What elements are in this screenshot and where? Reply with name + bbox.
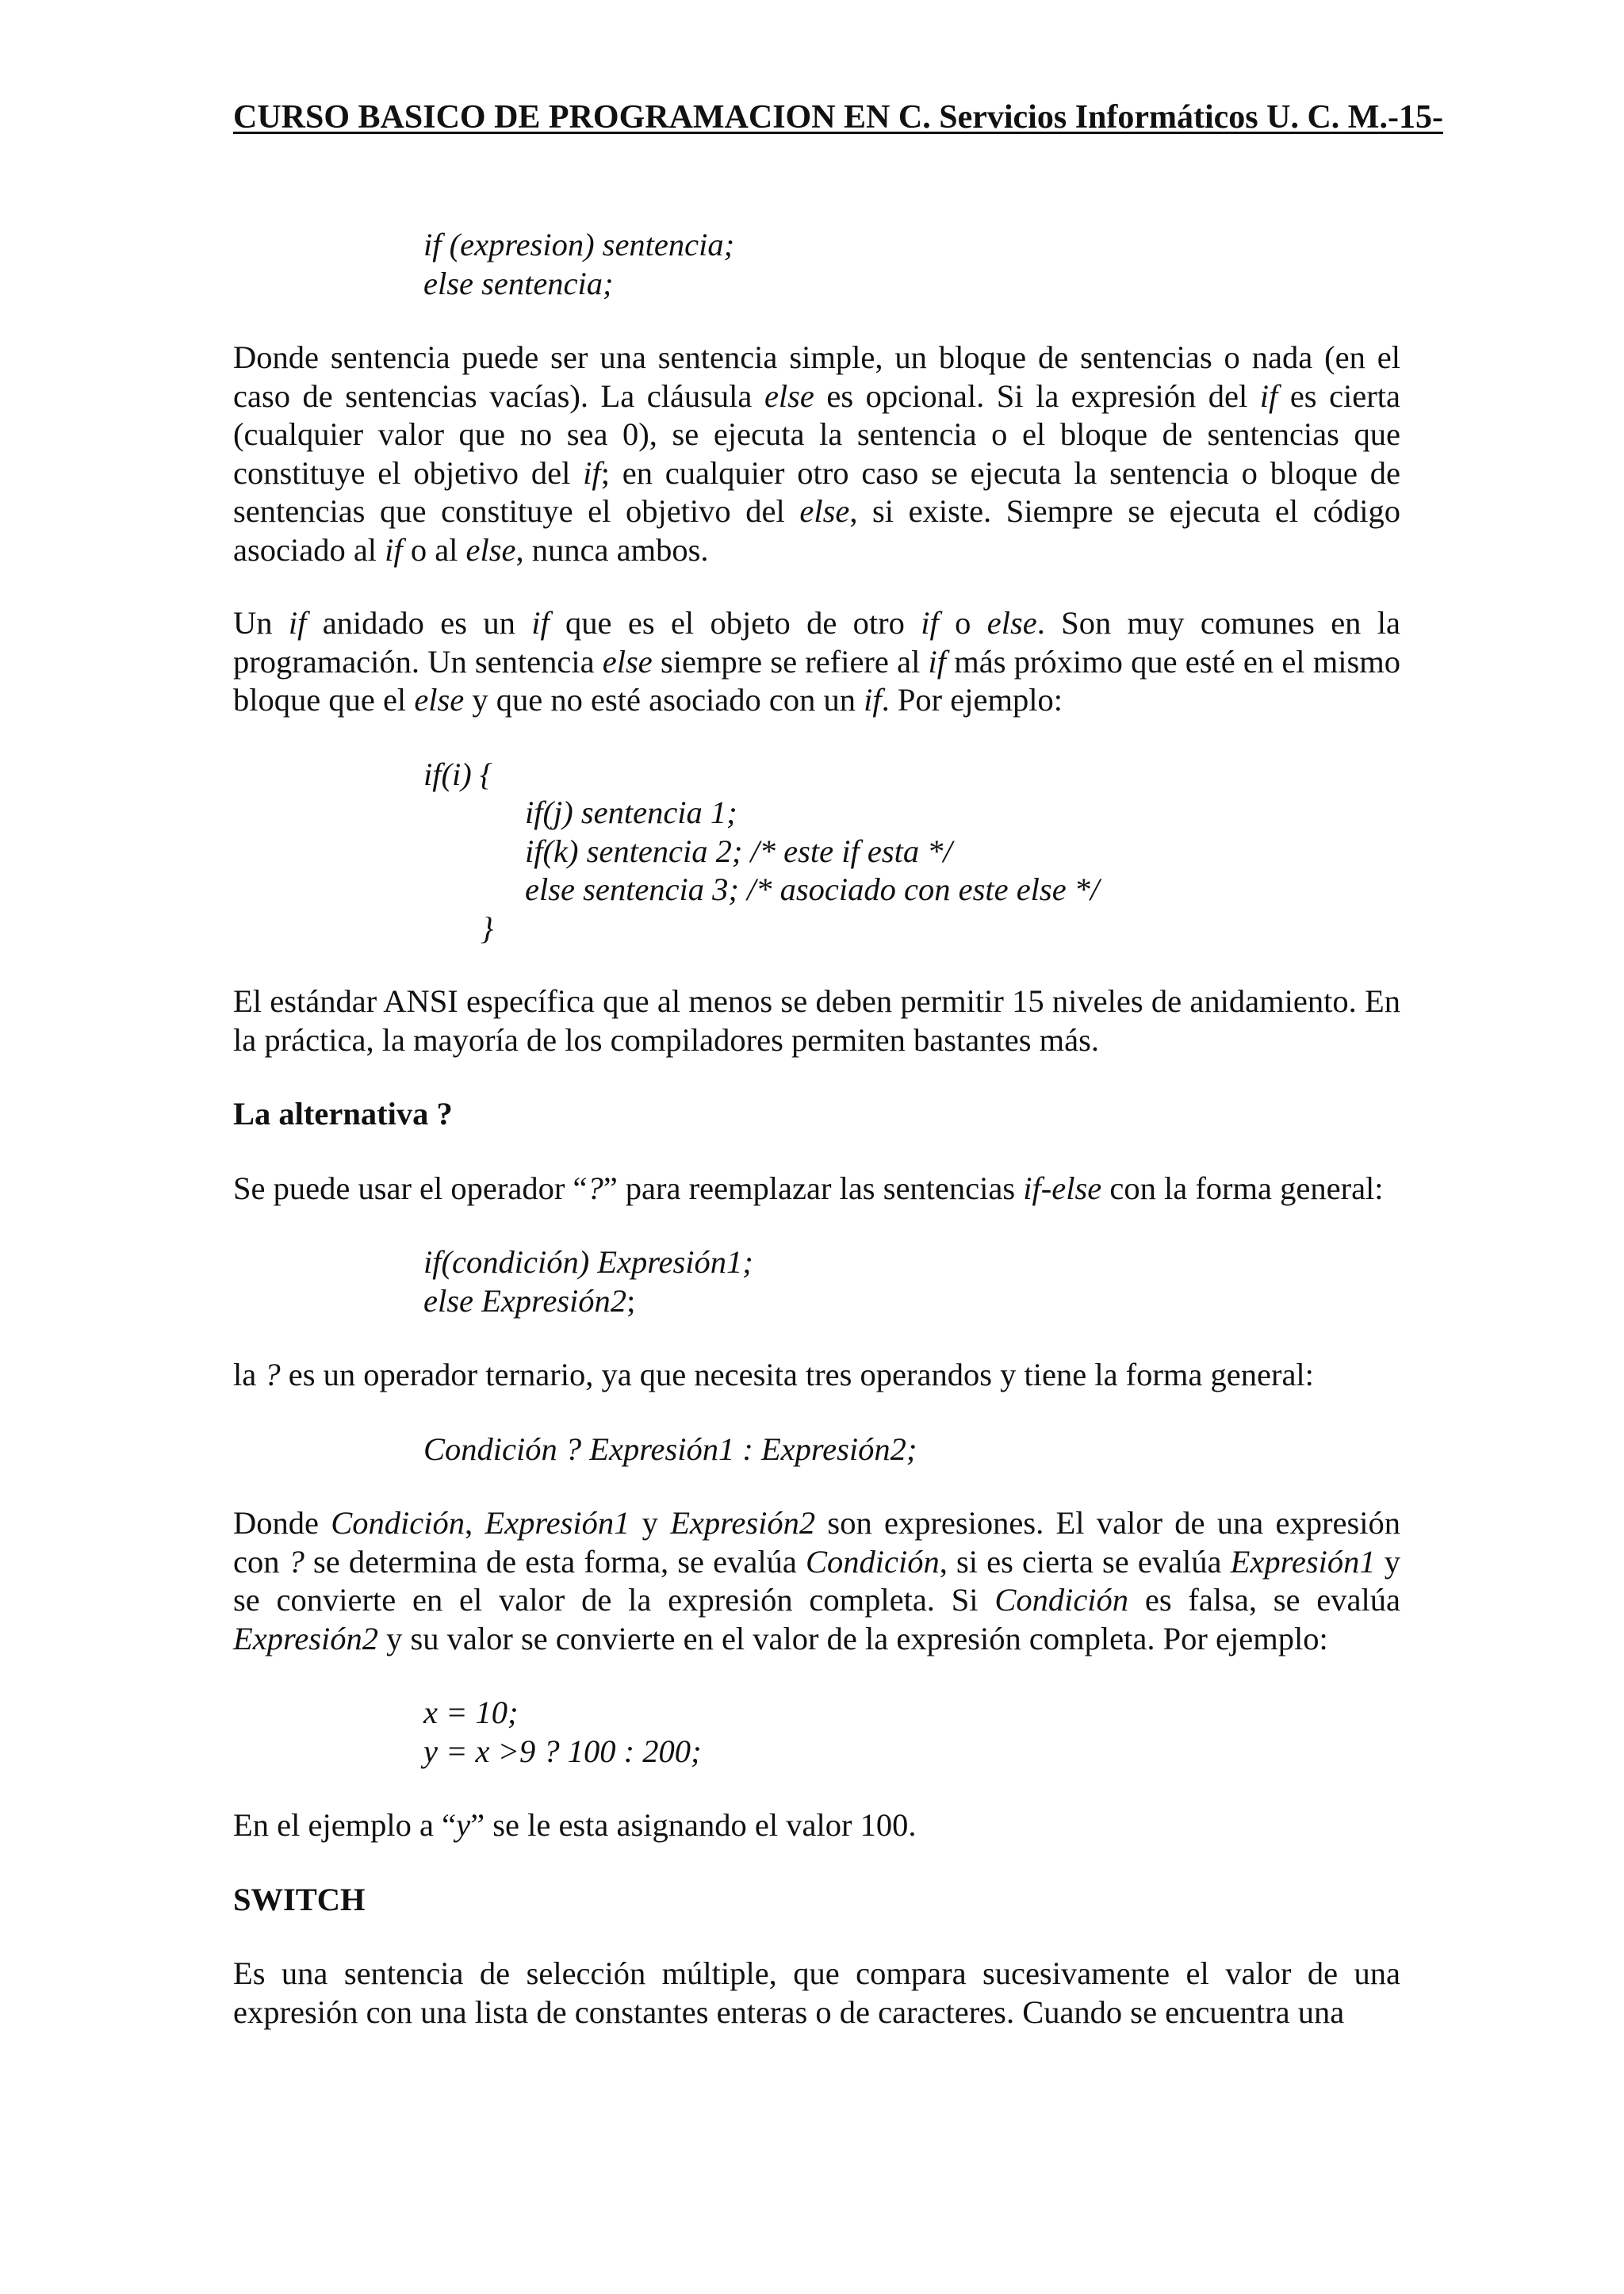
code-line: if(k) sentencia 2; /* este if esta */ (525, 833, 952, 869)
code-line: } (481, 910, 494, 946)
section-heading-switch: SWITCH (233, 1881, 366, 1917)
paragraph-if-description: Donde sentencia puede ser una sentencia simple, un bloque de sentencias o nada (en el caso de sentencias vacías). La cláusula else es opcional. Si la expresión del if es cierta (cualquier valor que no sea 0), se ejecuta la sentencia o el bloque de sentencias que constituye el objetivo del if; en cualquier otro caso se ejecuta la sentencia o bloque de sentencias que constituye el objetivo del else, si existe. Siempre se ejecuta el código asociado al if o al else, nunca ambos. (233, 339, 1400, 568)
code-line: Condición ? Expresión1 : Expresión2; (423, 1430, 917, 1467)
code-line: else Expresión2; (423, 1282, 636, 1319)
page-header: CURSO BASICO DE PROGRAMACION EN C. Servicios Informáticos U. C. M.-15- (233, 99, 1443, 136)
code-block-nested-if (233, 756, 1400, 948)
code-line: if(j) sentencia 1; (525, 795, 737, 830)
paragraph-ternary-evaluation: Donde Condición, Expresión1 y Expresión2 son expresiones. El valor de una expresión con ? se determina de esta forma, se evalúa Condición, si es cierta se evalúa Expresión1 y se convierte en el valor de la expresión completa. Si Condición es falsa, se evalúa Expresión2 y su valor se convierte en el valor de la expresión completa. Por ejemplo: (233, 1505, 1401, 1656)
code-line: if(condición) Expresión1; (423, 1244, 753, 1280)
code-line: else sentencia; (423, 265, 614, 301)
paragraph-nested-if: Un if anidado es un if que es el objeto de otro if o else. Son muy comunes en la programación. Un sentencia else siempre se refiere al if más próximo que esté en el mismo bloque que el else y que no esté asociado con un if. Por ejemplo: (233, 605, 1401, 718)
paragraph-example-result: En el ejemplo a “y” se le esta asignando el valor 100. (233, 1807, 917, 1843)
page-body (233, 226, 1400, 2032)
paragraph-switch-intro: Es una sentencia de selección múltiple, que compara sucesivamente el valor de una expresión con una lista de constantes enteras o de caracteres. Cuando se encuentra una (233, 1955, 1400, 2030)
code-block-if-else (233, 226, 1400, 303)
code-line: else sentencia 3; /* asociado con este else */ (525, 871, 1100, 907)
code-block-ternary-example (233, 1694, 1400, 1771)
paragraph-ansi-nesting: El estándar ANSI específica que al menos se deben permitir 15 niveles de anidamiento. En la práctica, la mayoría de los compiladores permiten bastantes más. (233, 983, 1400, 1058)
code-line: if (expresion) sentencia; (423, 227, 735, 262)
code-line: y = x >9 ? 100 : 200; (423, 1733, 702, 1769)
code-line: if(i) { (423, 756, 493, 792)
paragraph-ternary-form: la ? es un operador ternario, ya que necesita tres operandos y tiene la forma general: (233, 1357, 1314, 1392)
section-heading-alternativa: La alternativa ? (233, 1096, 453, 1132)
code-block-if-condicion (233, 1243, 1400, 1320)
code-line: x = 10; (423, 1695, 519, 1730)
paragraph-ternary-intro: Se puede usar el operador “?” para reemplazar las sentencias if-else con la forma general: (233, 1170, 1384, 1206)
code-block-ternary (233, 1430, 1400, 1469)
